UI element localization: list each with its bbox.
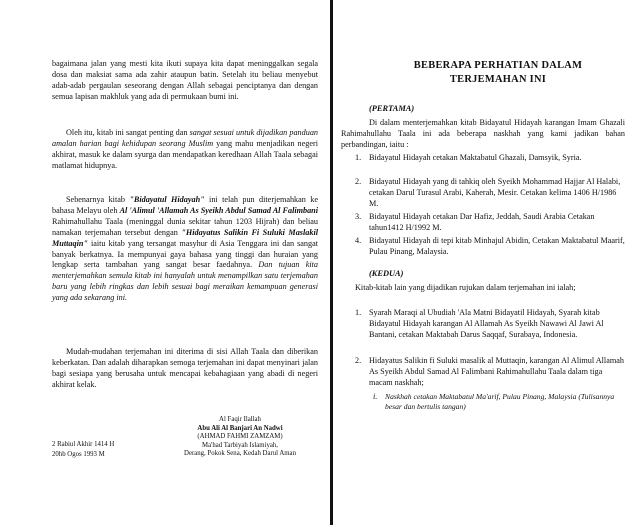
right-page: [333, 0, 638, 525]
p3-book-title: "Bidayatul Hidayah": [129, 195, 205, 204]
p3-e: Rahimahullahu Taala (meninggal dunia sekitar tahun 1203 Hijrah) dan beliau namakan terjemahan tersebut dengan: [52, 216, 318, 237]
left-paragraph-1: bagaimana jalan yang mesti kita ikuti supaya kita dapat meninggalkan segala dosa dan maksiat sama ada zahir ataupun batin. Setelah itu beliau menyebut adab-adab pergaulan seseorang dengan Allah sebagai penciptanya dan dengan semua lapisan makhluk yang ada di permukaan bumi ini.: [52, 59, 318, 101]
list-item: Hidayatus Salikin fi Suluki masalik al Muttaqin, karangan Al Alimul Allamah As Syeikh Abdul Samad Al Falimbani Rahimahullahu Taala dalam tiga macam naskhah;: [369, 356, 624, 387]
section-heading-pertama: (PERTAMA): [369, 104, 415, 113]
list-item: Syarah Maraqi al Ubudiah 'Ala Matni Bidayatil Hidayah, Syarah kitab Bidayatul Hidayah karangan Al Allamah As Syeikh Nawawi Al Jawi Al Bantani, cetakan Maktabah Darus Saqqaf, Surabaya, Indonesia.: [369, 308, 604, 339]
sub-list-item: Naskhah cetakan Maktabatul Ma'arif, Pulau Pinang, Malaysia (Tulisannya besar dan bertulis tangan): [385, 392, 615, 411]
signature-block: [150, 416, 330, 459]
list-item: Bidayatul Hidayah yang di tahkiq oleh Syeikh Mohammad Hajjar Al Halabi, cetakan Darul Turasul Arabi, Kaherah, Mesir. Cetakan kelima 1406 H/1986 M.: [369, 177, 621, 208]
p3-translation-title: "Hidayatus Salikin Fi Suluki Maslakil Muttaqin": [52, 227, 318, 248]
signature-line: Ma'had Tarbiyah Islamiyah,: [202, 441, 278, 449]
left-paragraph-2: [52, 128, 318, 172]
left-paragraph-4-text: Mudah-mudahan terjemahan ini diterima di sisi Allah Taala dan diberikan keberkatan. Dan adalah diharapkan semoga terjemahan ini dapat menyinari jalan bagi sesiapa yang berusaha untuk mencapai kebahagiaan yang abadi di negeri akhirat kelak.: [52, 347, 318, 389]
page-title-line-2: TERJEMAHAN INI: [449, 74, 547, 85]
list-number: 4.: [355, 236, 362, 245]
signature-line: Abu Ali Al Banjari An Nadwi: [197, 424, 283, 432]
list-number: 2.: [355, 356, 362, 365]
p3-purpose: Dan tujuan kita menterjemahkan semula kitab ini hanyalah untuk menampilkan satu terjemahan baru yang lebih ringkas dan lebih sesuai bagi meraikan kemampuan generasi yang ada sekarang ini.: [52, 260, 318, 303]
list-item: Bidayatul Hidayah cetakan Maktabatul Ghazali, Damsyik, Syria.: [369, 153, 582, 162]
p3-g: iaitu kitab yang tersangat masyhur di Asia Tenggara ini dan sangat banyak berkatnya. Ia mempunyai gaya bahasa yang tinggi dan huraian yang lengkap serta tambahan yang sangat besar faedahnya.: [52, 238, 318, 270]
list-number: 3.: [355, 212, 362, 221]
section-1-intro: Di dalam menterjemahkan kitab Bidayatul Hidayah karangan Imam Ghazali Rahimahullahu Taala ini ada beberapa naskhah yang kami jadikan bahan perbandingan, iaitu :: [341, 118, 625, 149]
signature-line: (AHMAD FAHMI ZAMZAM): [197, 433, 283, 440]
list-item: Bidayatul Hidayah cetakan Dar Hafiz, Jeddah, Saudi Arabia Cetakan tahun1412 H/1992 M.: [369, 212, 595, 232]
p3-a: Sebenarnya kitab: [66, 195, 130, 204]
section-heading-kedua: (KEDUA): [369, 269, 404, 278]
signature-line: Al Faqir Ilallah: [219, 416, 261, 423]
sub-list-number: i.: [373, 392, 378, 401]
date-hijri: 2 Rabiul Akhir 1414 H: [52, 441, 115, 448]
left-paragraph-2-text: Oleh itu, kitab ini sangat penting dan: [66, 128, 190, 137]
left-paragraph-2-emphasis: sangat sesuai untuk dijadikan panduan amalan harian bagi kehidupan seorang Muslim: [52, 128, 319, 148]
p3-c: ini telah pun diterjemahkan ke bahasa Melayu oleh: [52, 195, 318, 215]
p3-author-name: Al 'Alimul 'Allamah As Syeikh Abdul Samad Al Falimbani: [119, 205, 319, 215]
signature-line: Derang, Pokok Sena, Kedah Darul Aman: [184, 450, 296, 457]
list-item: Bidayatul Hidayah di tepi kitab Minhajul Abidin, Cetakan Maktabatul Maarif, Pulau Pinang, Malaysia.: [369, 236, 625, 256]
left-paragraph-3: [52, 195, 318, 304]
list-number: 1.: [355, 308, 362, 317]
list-number: 2.: [355, 177, 362, 186]
left-paragraph-4: [52, 347, 318, 391]
date-masehi: 20hb Ogos 1993 M: [52, 451, 105, 458]
left-paragraph-2-tail: yang mahu menjadikan negeri akhirat, masuk ke dalam syurga dan mendapatkan keredhaan Allah Taala sebagai matlamat hidupnya.: [52, 138, 318, 170]
list-number: 1.: [355, 153, 362, 162]
page-title-line-1: BEBERAPA PERHATIAN DALAM: [413, 60, 583, 71]
section-2-intro: Kitab-kitab lain yang dijadikan rujukan dalam terjemahan ini ialah;: [355, 283, 576, 292]
